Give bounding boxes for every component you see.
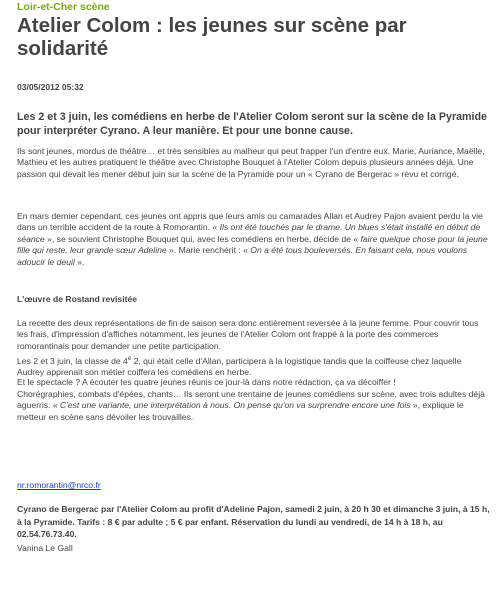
article-subheading: L'œuvre de Rostand revisitée: [17, 294, 138, 304]
paragraph-text: Chorégraphies, combats d'épées, chants… Ils seront une trentaine de jeunes comédiens sur scène, avec trois adultes déjà aguerris. «: [17, 389, 485, 411]
show-info: Cyrano de Bergerac par l'Atelier Colom au profit d'Adeline Pajon, samedi 2 juin, à 20 h 30 et dimanche 3 juin, à 15 h, à la Pyramide. Tarifs : 8 € par adulte ; 5 € par enfant. Réservation du lundi au vendredi, de 14 h à 18 h, au 02.54.76.73.40.: [17, 504, 490, 539]
email-link[interactable]: nr.romorantin@nrco.fr: [17, 480, 101, 490]
paragraph-1: Ils sont jeunes, mordus de théâtre… et très sensibles au malheur qui peut frapper l'un d'entre eux. Marie, Auriance, Maëlle, Mathieu et les autres pratiquent le théâtre avec Christophe Bouquet à l'Atelier Colom depuis plusieurs années déjà. Une passion qui devait les mener début juin sur la scène de la Pyramide pour un « Cyrano de Bergerac » revu et corrigé.: [17, 146, 485, 179]
section-label: Loir-et-Cher scène: [17, 1, 110, 13]
publish-date: 03/05/2012 05:32: [17, 82, 84, 92]
paragraph-text: 2, qui était celle d'Allan, participera à la logistique tandis que la coiffeuse chez laquelle Audrey apprenait son métier coiffera les comédiens en herbe.: [17, 355, 462, 378]
paragraph-2: [17, 211, 489, 268]
paragraph-text: En mars dernier cependant, ces jeunes ont appris que leurs amis ou camarades Allan et Audrey Pajon avaient perdu la vie dans un terrible accident de la route à Romorantin. «: [17, 211, 483, 233]
quote-text: C'est une variante, une interprétation à nous. On pense qu'on va surprendre encore une fois: [60, 400, 411, 411]
quote-text: On a été tous bouleversés. En faisant cela, nous voulons adoucir le deuil: [17, 245, 468, 267]
author-name: Vanina Le Gall: [17, 543, 73, 553]
paragraph-4: [17, 354, 489, 379]
paragraph-5: Et le spectacle ? A écouter les quatre jeunes réunis ce jour-là dans notre rédaction, ça va décoiffer !: [17, 377, 396, 387]
paragraph-text: », se souvient Christophe Bouquet qui, avec les comédiens en herbe, décide de «: [44, 233, 361, 244]
paragraph-text: ».: [74, 256, 85, 267]
paragraph-6: [17, 389, 489, 423]
paragraph-text: ». Marie renchérit : «: [166, 245, 251, 256]
paragraph-text: », explique le metteur en scène sans dévoiler les trouvailles.: [17, 400, 464, 422]
article-headline: Atelier Colom : les jeunes sur scène par solidarité: [17, 14, 407, 60]
quote-text: Ils ont été touchés par le drame. Un blues s'était installé en début de séance: [17, 222, 481, 244]
quote-text: faire quelque chose pour la jeune fille qui reste, leur grande sœur Adeline: [17, 233, 488, 256]
paragraph-text: Les 2 et 3 juin, la classe de 4: [17, 355, 128, 366]
superscript: e: [127, 356, 132, 362]
paragraph-3: La recette des deux représentations de fin de saison sera donc entièrement reversée à la jeune femme. Pour couvrir tous les frais, d'impression d'affiches notamment, les jeunes de l'Atelier Colom ont frappé à la porte des commerces romorantinais pour demander une petite participation.: [17, 318, 479, 351]
article-lead: Les 2 et 3 juin, les comédiens en herbe de l'Atelier Colom seront sur la scène de la Pyramide pour interpréter Cyrano. A leur manière. Et pour une bonne cause.: [17, 111, 487, 137]
